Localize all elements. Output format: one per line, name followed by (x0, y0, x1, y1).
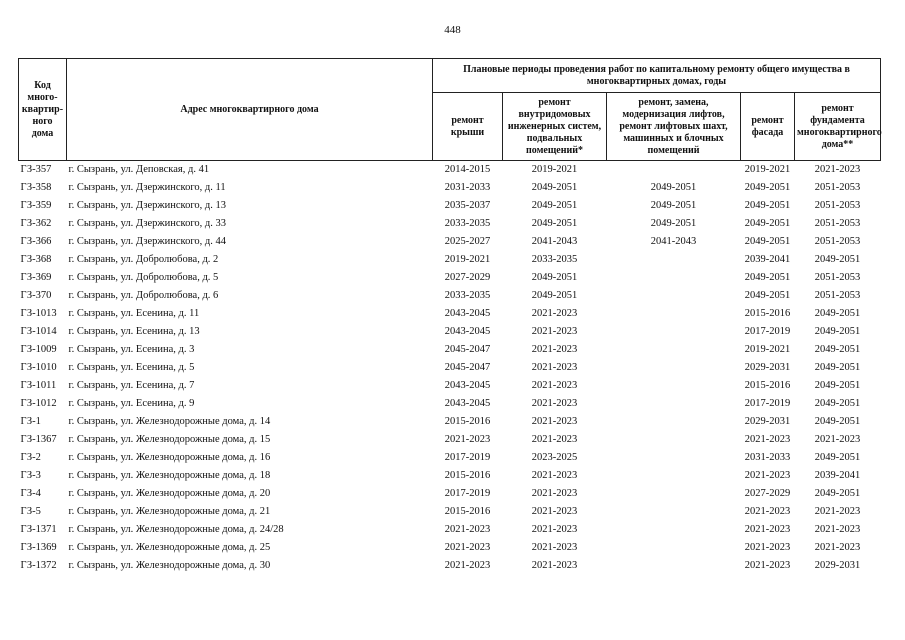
cell-foundation: 2051-2053 (814, 272, 861, 283)
cell-code: ГЗ-368 (20, 254, 52, 265)
cell-code: ГЗ-359 (20, 200, 52, 211)
cell-engineering: 2021-2023 (531, 362, 578, 373)
cell-elevators (607, 539, 741, 557)
header-elevators: ремонт, замена, модернизация лифтов, ремонт лифтовых шахт, машинных и блочных помещений (607, 93, 741, 161)
cell-roof: 2017-2019 (444, 452, 491, 463)
cell-engineering: 2049-2051 (531, 182, 578, 193)
cell-facade: 2039-2041 (744, 254, 791, 265)
table-row (19, 287, 881, 305)
cell-address: г. Сызрань, ул. Добролюбова, д. 5 (68, 272, 219, 283)
cell-address: г. Сызрань, ул. Добролюбова, д. 2 (68, 254, 219, 265)
cell-foundation: 2021-2023 (814, 506, 861, 517)
cell-facade: 2049-2051 (744, 200, 791, 211)
cell-facade: 2029-2031 (744, 416, 791, 427)
cell-foundation: 2049-2051 (814, 362, 861, 373)
cell-roof: 2043-2045 (444, 326, 491, 337)
cell-roof: 2043-2045 (444, 380, 491, 391)
cell-engineering: 2023-2025 (531, 452, 578, 463)
cell-code: ГЗ-1009 (20, 344, 57, 355)
cell-engineering: 2021-2023 (531, 416, 578, 427)
cell-code: ГЗ-2 (20, 452, 41, 463)
cell-code: ГЗ-357 (20, 164, 52, 175)
header-periods-title: Плановые периоды проведения работ по капитальному ремонту общего имущества в многоквартирных домах, годы (433, 59, 881, 93)
cell-address: г. Сызрань, ул. Дзержинского, д. 13 (68, 200, 227, 211)
cell-engineering: 2049-2051 (531, 200, 578, 211)
cell-engineering: 2021-2023 (531, 560, 578, 571)
cell-elevators (607, 449, 741, 467)
table-row (19, 485, 881, 503)
table-row (19, 557, 881, 575)
cell-foundation: 2029-2031 (814, 560, 861, 571)
cell-facade: 2021-2023 (744, 542, 791, 553)
cell-foundation: 2049-2051 (814, 308, 861, 319)
cell-elevators (607, 377, 741, 395)
cell-code: ГЗ-358 (20, 182, 52, 193)
cell-facade: 2021-2023 (744, 470, 791, 481)
cell-code: ГЗ-366 (20, 236, 52, 247)
cell-address: г. Сызрань, ул. Железнодорожные дома, д. 18 (68, 470, 271, 481)
cell-facade: 2049-2051 (744, 182, 791, 193)
cell-elevators (607, 503, 741, 521)
cell-roof: 2045-2047 (444, 344, 491, 355)
cell-elevators (607, 485, 741, 503)
cell-elevators (607, 251, 741, 269)
table-row (19, 215, 881, 233)
capital-repair-schedule-table (18, 58, 881, 575)
cell-foundation: 2049-2051 (814, 416, 861, 427)
table-row (19, 539, 881, 557)
cell-elevators (607, 395, 741, 413)
cell-engineering: 2021-2023 (531, 308, 578, 319)
cell-foundation: 2051-2053 (814, 218, 861, 229)
cell-facade: 2021-2023 (744, 524, 791, 535)
cell-facade: 2029-2031 (744, 362, 791, 373)
cell-elevators (607, 269, 741, 287)
cell-foundation: 2049-2051 (814, 452, 861, 463)
cell-address: г. Сызрань, ул. Есенина, д. 11 (68, 308, 200, 319)
cell-foundation: 2051-2053 (814, 236, 861, 247)
cell-code: ГЗ-1013 (20, 308, 57, 319)
cell-facade: 2019-2021 (744, 344, 791, 355)
table-row (19, 467, 881, 485)
cell-engineering: 2041-2043 (531, 236, 578, 247)
cell-code: ГЗ-5 (20, 506, 41, 517)
cell-foundation: 2021-2023 (814, 434, 861, 445)
cell-code: ГЗ-1014 (20, 326, 57, 337)
cell-elevators: 2049-2051 (650, 182, 697, 193)
cell-roof: 2033-2035 (444, 218, 491, 229)
cell-facade: 2049-2051 (744, 272, 791, 283)
cell-facade: 2027-2029 (744, 488, 791, 499)
table-row (19, 323, 881, 341)
cell-facade: 2049-2051 (744, 236, 791, 247)
cell-roof: 2021-2023 (444, 524, 491, 535)
cell-foundation: 2049-2051 (814, 398, 861, 409)
cell-facade: 2031-2033 (744, 452, 791, 463)
cell-code: ГЗ-1372 (20, 560, 57, 571)
cell-facade: 2017-2019 (744, 398, 791, 409)
cell-engineering: 2021-2023 (531, 344, 578, 355)
cell-roof: 2025-2027 (444, 236, 491, 247)
table-row (19, 197, 881, 215)
cell-code: ГЗ-369 (20, 272, 52, 283)
cell-address: г. Сызрань, ул. Железнодорожные дома, д. 24/28 (68, 524, 284, 535)
cell-roof: 2043-2045 (444, 308, 491, 319)
table-row (19, 395, 881, 413)
cell-foundation: 2049-2051 (814, 344, 861, 355)
cell-foundation: 2039-2041 (814, 470, 861, 481)
cell-elevators (607, 413, 741, 431)
cell-engineering: 2021-2023 (531, 542, 578, 553)
table-row (19, 377, 881, 395)
cell-elevators (607, 431, 741, 449)
cell-code: ГЗ-362 (20, 218, 52, 229)
cell-foundation: 2049-2051 (814, 326, 861, 337)
table-row (19, 161, 881, 180)
cell-address: г. Сызрань, ул. Железнодорожные дома, д. 20 (68, 488, 271, 499)
cell-foundation: 2021-2023 (814, 524, 861, 535)
cell-engineering: 2021-2023 (531, 524, 578, 535)
cell-facade: 2015-2016 (744, 308, 791, 319)
table-body (19, 161, 881, 576)
cell-elevators (607, 467, 741, 485)
table-row (19, 431, 881, 449)
table-row (19, 413, 881, 431)
table-header (19, 59, 881, 161)
page-number: 448 (444, 24, 461, 36)
cell-engineering: 2019-2021 (531, 164, 578, 175)
cell-foundation: 2051-2053 (814, 290, 861, 301)
cell-code: ГЗ-1367 (20, 434, 57, 445)
table-row (19, 521, 881, 539)
cell-address: г. Сызрань, ул. Добролюбова, д. 6 (68, 290, 219, 301)
cell-foundation: 2049-2051 (814, 488, 861, 499)
cell-roof: 2015-2016 (444, 416, 491, 427)
cell-elevators (607, 341, 741, 359)
cell-code: ГЗ-1 (20, 416, 41, 427)
cell-engineering: 2033-2035 (531, 254, 578, 265)
table-row (19, 269, 881, 287)
cell-engineering: 2021-2023 (531, 326, 578, 337)
cell-elevators (607, 557, 741, 575)
cell-roof: 2035-2037 (444, 200, 491, 211)
table-row (19, 179, 881, 197)
table-row (19, 305, 881, 323)
cell-roof: 2021-2023 (444, 434, 491, 445)
cell-address: г. Сызрань, ул. Железнодорожные дома, д. 21 (68, 506, 271, 517)
cell-address: г. Сызрань, ул. Есенина, д. 13 (68, 326, 200, 337)
cell-elevators (607, 359, 741, 377)
cell-engineering: 2021-2023 (531, 434, 578, 445)
cell-roof: 2033-2035 (444, 290, 491, 301)
header-engineering: ремонт внутридомовых инженерных систем, подвальных помещений* (503, 93, 607, 161)
cell-roof: 2045-2047 (444, 362, 491, 373)
cell-facade: 2017-2019 (744, 326, 791, 337)
cell-engineering: 2021-2023 (531, 470, 578, 481)
cell-facade: 2015-2016 (744, 380, 791, 391)
cell-facade: 2021-2023 (744, 506, 791, 517)
cell-address: г. Сызрань, ул. Есенина, д. 9 (68, 398, 195, 409)
cell-address: г. Сызрань, ул. Есенина, д. 5 (68, 362, 195, 373)
cell-elevators: 2049-2051 (650, 200, 697, 211)
cell-address: г. Сызрань, ул. Дзержинского, д. 33 (68, 218, 227, 229)
cell-code: ГЗ-1012 (20, 398, 57, 409)
cell-elevators (607, 305, 741, 323)
cell-foundation: 2051-2053 (814, 200, 861, 211)
cell-roof: 2021-2023 (444, 560, 491, 571)
header-foundation: ремонт фундамента многоквартирного дома** (795, 93, 881, 161)
cell-elevators (607, 323, 741, 341)
cell-elevators: 2041-2043 (650, 236, 697, 247)
cell-address: г. Сызрань, ул. Железнодорожные дома, д. 16 (68, 452, 271, 463)
cell-foundation: 2051-2053 (814, 182, 861, 193)
cell-code: ГЗ-1010 (20, 362, 57, 373)
cell-code: ГЗ-370 (20, 290, 52, 301)
cell-facade: 2021-2023 (744, 434, 791, 445)
cell-roof: 2017-2019 (444, 488, 491, 499)
cell-roof: 2027-2029 (444, 272, 491, 283)
cell-code: ГЗ-1369 (20, 542, 57, 553)
header-code: Код много-квартир-ного дома (19, 59, 67, 161)
table-row (19, 251, 881, 269)
cell-roof: 2015-2016 (444, 470, 491, 481)
cell-address: г. Сызрань, ул. Есенина, д. 3 (68, 344, 195, 355)
cell-facade: 2019-2021 (744, 164, 791, 175)
cell-foundation: 2021-2023 (814, 542, 861, 553)
cell-engineering: 2021-2023 (531, 488, 578, 499)
cell-code: ГЗ-1011 (20, 380, 57, 391)
table-row (19, 341, 881, 359)
cell-code: ГЗ-1371 (20, 524, 57, 535)
cell-facade: 2049-2051 (744, 290, 791, 301)
cell-elevators: 2049-2051 (650, 218, 697, 229)
cell-facade: 2049-2051 (744, 218, 791, 229)
cell-foundation: 2021-2023 (814, 164, 861, 175)
cell-roof: 2021-2023 (444, 542, 491, 553)
cell-engineering: 2021-2023 (531, 380, 578, 391)
cell-address: г. Сызрань, ул. Дзержинского, д. 11 (68, 182, 226, 193)
cell-address: г. Сызрань, ул. Железнодорожные дома, д. 14 (68, 416, 271, 427)
cell-engineering: 2049-2051 (531, 272, 578, 283)
cell-engineering: 2021-2023 (531, 506, 578, 517)
cell-foundation: 2049-2051 (814, 254, 861, 265)
cell-elevators (607, 521, 741, 539)
cell-code: ГЗ-3 (20, 470, 41, 481)
cell-engineering: 2049-2051 (531, 218, 578, 229)
header-facade: ремонт фасада (741, 93, 795, 161)
cell-elevators (607, 287, 741, 305)
cell-foundation: 2049-2051 (814, 380, 861, 391)
cell-roof: 2043-2045 (444, 398, 491, 409)
cell-address: г. Сызрань, ул. Есенина, д. 7 (68, 380, 195, 391)
table-row (19, 449, 881, 467)
cell-code: ГЗ-4 (20, 488, 41, 499)
table-row (19, 503, 881, 521)
cell-address: г. Сызрань, ул. Железнодорожные дома, д. 30 (68, 560, 271, 571)
cell-roof: 2019-2021 (444, 254, 491, 265)
table-row (19, 359, 881, 377)
cell-address: г. Сызрань, ул. Железнодорожные дома, д. 25 (68, 542, 271, 553)
cell-elevators (607, 161, 741, 180)
cell-roof: 2015-2016 (444, 506, 491, 517)
cell-address: г. Сызрань, ул. Дзержинского, д. 44 (68, 236, 227, 247)
cell-facade: 2021-2023 (744, 560, 791, 571)
cell-roof: 2014-2015 (444, 164, 491, 175)
cell-address: г. Сызрань, ул. Деповская, д. 41 (68, 164, 210, 175)
cell-engineering: 2021-2023 (531, 398, 578, 409)
cell-roof: 2031-2033 (444, 182, 491, 193)
cell-engineering: 2049-2051 (531, 290, 578, 301)
header-roof: ремонт крыши (433, 93, 503, 161)
header-address: Адрес многоквартирного дома (67, 59, 433, 161)
table-row (19, 233, 881, 251)
cell-address: г. Сызрань, ул. Железнодорожные дома, д. 15 (68, 434, 271, 445)
